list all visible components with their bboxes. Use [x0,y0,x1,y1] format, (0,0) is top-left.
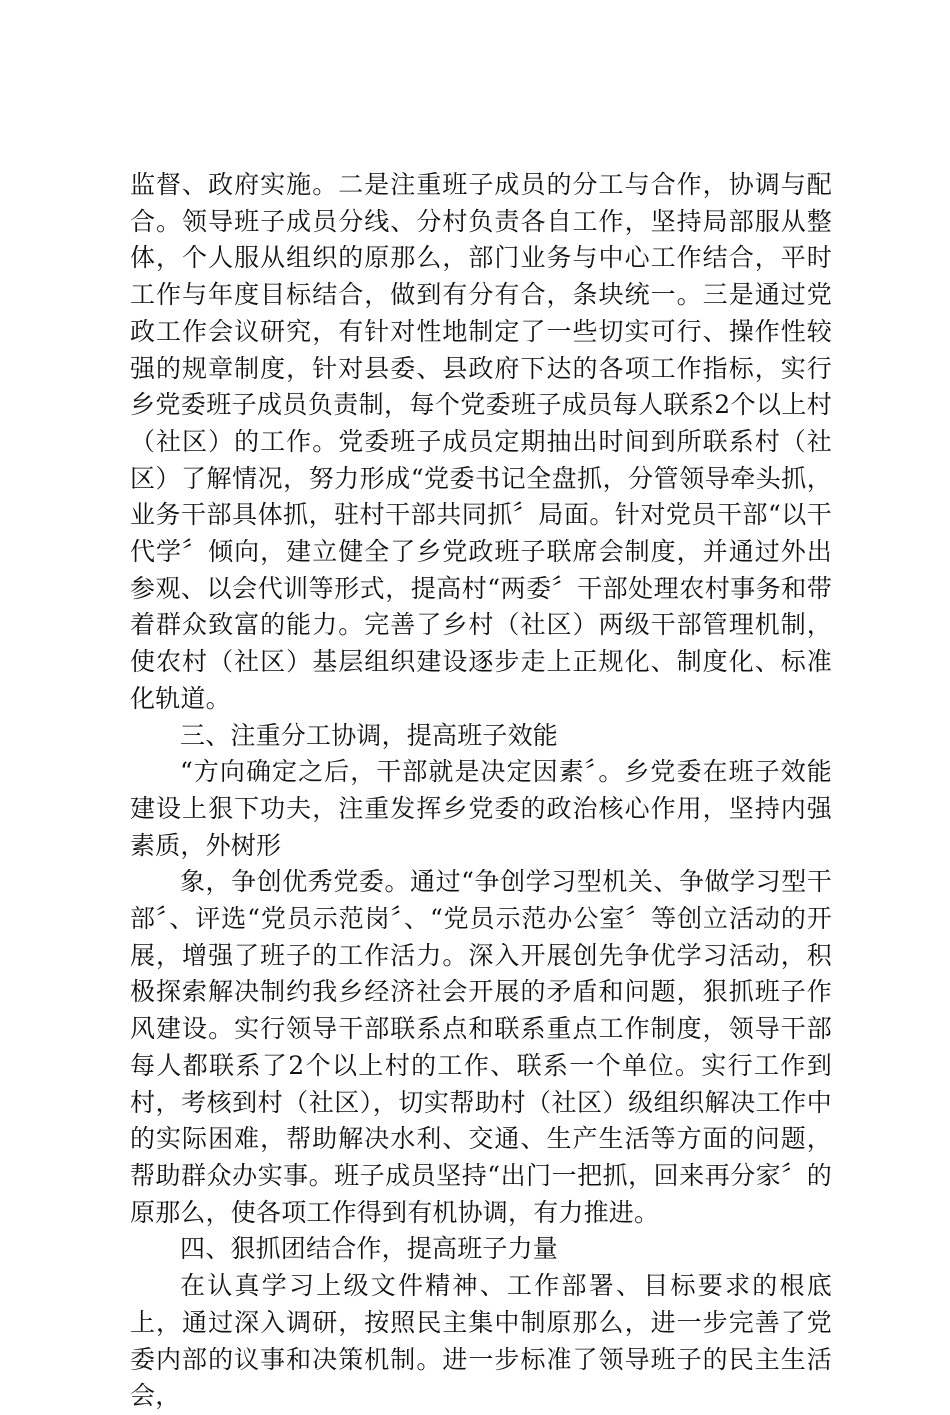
paragraph-unity: 在认真学习上级文件精神、工作部署、目标要求的根底上，通过深入调研，按照民主集中制原那么，进一步完善了党委内部的议事和决策机制。进一步标准了领导班子的民主生活会， [130,1271,832,1411]
paragraph-image-building: 象，争创优秀党委。通过“争创学习型机关、争做学习型干部〞、评选“党员示范岗〞、“党员示范办公室〞等创立活动的开展，增强了班子的工作活力。深入开展创先争优学习活动，积极探索解决制约我乡经济社会开展的矛盾和问题，狠抓班子作风建设。实行领导干部联系点和联系重点工作制度，领导干部每人都联系了2个以上村的工作、联系一个单位。实行工作到村，考核到村（社区），切实帮助村（社区）级组织解决工作中的实际困难，帮助解决水利、交通、生产生活等方面的问题，帮助群众办实事。班子成员坚持“出门一把抓，回来再分家〞的原那么，使各项工作得到有机协调，有力推进。 [130,867,832,1227]
document-body [130,167,832,1415]
section-heading-three: 三、注重分工协调，提高班子效能 [180,720,559,750]
paragraph-continued: 监督、政府实施。二是注重班子成员的分工与合作，协调与配合。领导班子成员分线、分村负责各自工作，坚持局部服从整体，个人服从组织的原那么，部门业务与中心工作结合，平时工作与年度目标结合，做到有分有合，条块统一。三是通过党政工作会议研究，有针对性地制定了一些切实可行、操作性较强的规章制度，针对县委、县政府下达的各项工作指标，实行乡党委班子成员负责制，每个党委班子成员每人联系2个以上村（社区）的工作。党委班子成员定期抽出时间到所联系村（社区）了解情况，努力形成“党委书记全盘抓，分管领导牵头抓，业务干部具体抓，驻村干部共同抓〞局面。针对党员干部“以干代学〞倾向，建立健全了乡党政班子联席会制度，并通过外出参观、以会代训等形式，提高村“两委〞干部处理农村事务和带着群众致富的能力。完善了乡村（社区）两级干部管理机制，使农村（社区）基层组织建设逐步走上正规化、制度化、标准化轨道。 [130,170,832,713]
section-heading-four: 四、狠抓团结合作，提高班子力量 [180,1234,559,1264]
paragraph-efficiency: “方向确定之后，干部就是决定因素〞。乡党委在班子效能建设上狠下功夫，注重发挥乡党委的政治核心作用，坚持内强素质，外树形 [130,757,832,860]
